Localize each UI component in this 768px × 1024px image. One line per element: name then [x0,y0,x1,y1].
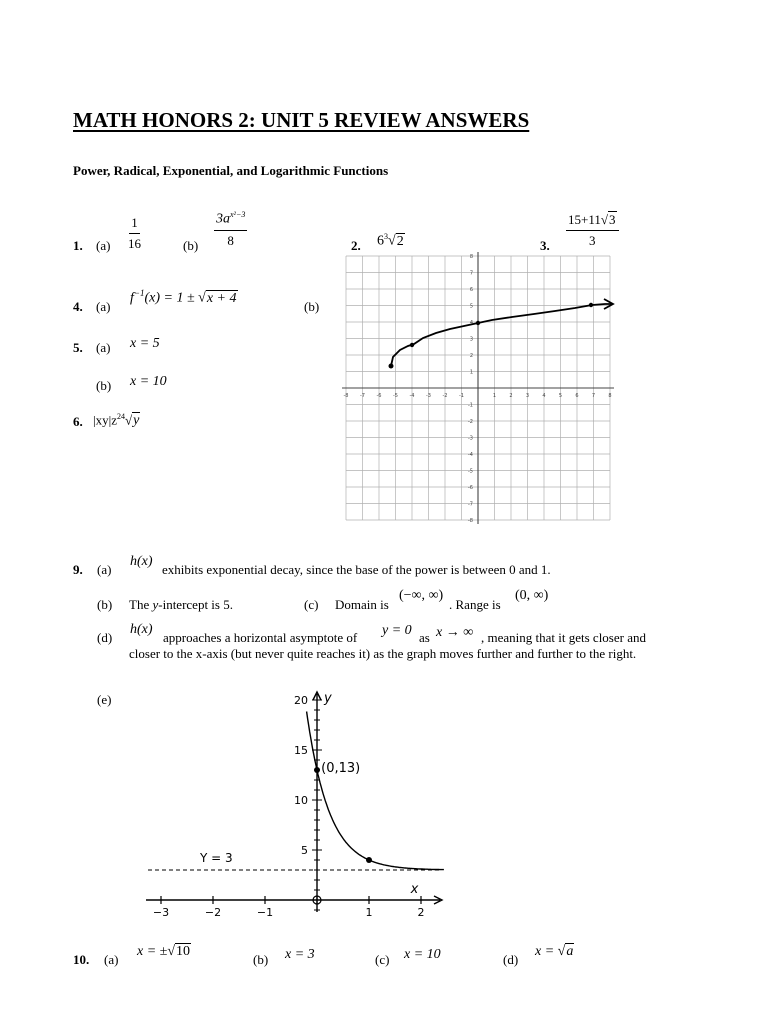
problem-9d-function: h(x) [130,622,153,637]
problem-3-answer: $\frac{15+11√3}{3}$ [566,211,619,249]
problem-6-answer: $|xy|z^{24}√y$ [93,412,140,429]
problem-4a-answer: $f^{-1}(x) = 1 \pm √x + 4$ [130,288,237,306]
x-tick-label: 4 [542,393,546,399]
problem-5b-answer: x = 10 [130,374,167,389]
page-subtitle: Power, Radical, Exponential, and Logarithmic Functions [73,163,389,178]
point-label: (0,13) [321,761,361,776]
y-tick-label: 15 [294,744,308,757]
exponential-decay-graph [140,688,460,920]
problem-4b-label: (b) [304,299,320,314]
problem-9c-label: (c) [304,597,319,612]
fraction-denominator: 8 [227,233,234,248]
x-tick-label: -4 [409,393,415,399]
y-tick-label: 8 [469,254,473,260]
x-tick-label: -6 [376,393,382,399]
problem-9c-domain-text: Domain is [335,597,389,612]
x-tick-label: -5 [393,393,398,399]
radical-curve [391,304,612,366]
y-tick-label: -5 [468,468,473,475]
y-tick-label: -8 [468,518,473,524]
expression: x = ± [137,944,168,959]
y-tick-label: 6 [469,287,473,293]
problem-9d-text-cont: , meaning that it gets closer and [481,630,646,645]
y-tick-label: 3 [469,336,473,343]
problem-4a-label: (a) [96,299,111,314]
problem-1b-answer [214,210,247,249]
x-tick-label: -1 [459,393,464,399]
radicand: a [566,944,574,959]
problem-5b-label: (b) [96,378,112,393]
x-tick-label: −1 [256,906,274,919]
problem-10d-answer: x = √a [535,944,574,959]
radical-index: 3 [384,232,388,241]
x-tick-label: 2 [509,393,513,399]
y-tick-label: 2 [469,353,473,359]
x-tick-label: 1 [492,393,497,399]
radicand: 2 [396,233,404,249]
curve-point [389,364,394,369]
y-tick-label: -6 [468,485,473,491]
coefficient: 6 [377,233,384,249]
problem-9a-label: (a) [97,562,112,577]
radical-index: 4 [120,412,125,421]
y-tick-label: -1 [468,402,473,409]
curve-point [366,857,372,863]
problem-9e-label: (e) [97,692,112,707]
fraction-numerator: 1 [129,215,140,234]
problem-9c-range: (0, ∞) [515,588,549,603]
radicand: y [133,413,140,429]
y-tick-label: 4 [469,320,473,326]
problem-9b-answer [129,597,233,613]
decay-curve [307,712,444,870]
x-tick-label: −2 [204,906,222,919]
x-axis-label: x [410,882,419,897]
radicand: 3 [609,212,616,227]
abs-value: |xy|z [93,412,117,428]
inverse-exponent: −1 [133,288,145,298]
radicand: x + 4 [206,290,237,306]
problem-5a-label: (a) [96,340,111,355]
y-axis-label: y [324,691,332,706]
problem-1a-label: (a) [96,238,111,253]
x-tick-label: -8 [343,393,349,399]
problem-9d-label: (d) [97,630,113,645]
text: -intercept is 5. [158,597,233,612]
y-tick-label: 5 [301,844,308,857]
x-tick-label: -7 [360,393,365,399]
x-tick-label: 5 [558,393,563,399]
curve-point [589,303,593,307]
y-tick-label: 1 [469,369,473,376]
x-tick-label: 3 [525,393,530,399]
y-tick-label: 5 [469,303,473,310]
problem-10b-answer: x = 3 [285,947,315,962]
expression: (x) = 1 ± [144,290,199,306]
radicand: 10 [176,944,191,959]
expression: x = [535,944,558,959]
problem-9d-asymptote: y = 0 [382,623,412,638]
y-tick-label: -4 [468,452,473,458]
fraction-denominator: 3 [589,233,596,248]
curve-point [314,767,320,773]
x-tick-label: 8 [608,393,612,399]
y-tick-label: 20 [294,694,308,707]
problem-10-number: 10. [73,952,90,967]
x-tick-label: 7 [591,393,596,399]
problem-9a-text: exhibits exponential decay, since the base of the power is between 0 and 1. [162,562,551,577]
problem-10b-label: (b) [253,952,269,967]
y-tick-label: 7 [469,270,473,277]
page-title: MATH HONORS 2: UNIT 5 REVIEW ANSWERS [73,108,530,132]
problem-9-number: 9. [73,562,83,577]
problem-1a-answer [128,214,141,252]
problem-4-number: 4. [73,299,83,314]
problem-2-number: 2. [351,238,361,253]
exponent: 2 [116,412,121,421]
y-tick-label: -7 [468,501,473,508]
x-tick-label: 6 [575,393,579,399]
radical-function-graph [340,246,630,524]
problem-1b-label: (b) [183,238,199,253]
exponent: x²−3 [230,210,246,220]
problem-10a-label: (a) [104,952,119,967]
problem-9d-limit: x → ∞ [436,625,474,640]
curve-point [410,343,414,347]
problem-9d-text: approaches a horizontal asymptote of [163,630,358,645]
y-tick-label: -3 [468,435,473,442]
fraction-numerator: 3a [216,212,230,227]
curve-point [476,321,480,325]
x-tick-label: 1 [365,906,373,919]
problem-9a-function: h(x) [130,554,153,569]
problem-9d-as: as [419,630,430,645]
graph-axes [342,252,614,524]
x-tick-label: 2 [417,906,425,919]
problem-9b-label: (b) [97,597,113,612]
x-tick-label: −3 [152,906,170,919]
x-tick-label: -3 [426,393,431,399]
variable: y [152,597,159,612]
decay-chart [146,691,444,919]
text: The [129,597,153,612]
x-tick-label: -2 [442,393,448,399]
problem-10c-label: (c) [375,952,390,967]
problem-2-answer: $6^3√2$ [377,232,404,249]
problem-3-number: 3. [540,238,550,253]
asymptote-label: Y = 3 [200,851,233,865]
problem-9c-domain: (−∞, ∞) [399,588,444,603]
problem-1-number: 1. [73,238,83,253]
function-name: f [130,290,134,306]
problem-10c-answer: x = 10 [404,947,441,962]
fraction-denominator: 16 [128,236,141,251]
problem-9d-text-line2: closer to the x-axis (but never quite reaches it) as the graph moves further and further to the right. [129,646,637,661]
problem-5a-answer: x = 5 [130,336,160,351]
fraction-numerator: 15+11 [568,212,601,227]
y-tick-label: -2 [468,419,473,425]
problem-6-number: 6. [73,414,83,429]
y-tick-label: 10 [294,794,308,807]
problem-10a-answer: x = ±√10 [137,944,191,959]
problem-9c-range-text: . Range is [449,597,501,612]
problem-10d-label: (d) [503,952,519,967]
problem-5-number: 5. [73,340,83,355]
